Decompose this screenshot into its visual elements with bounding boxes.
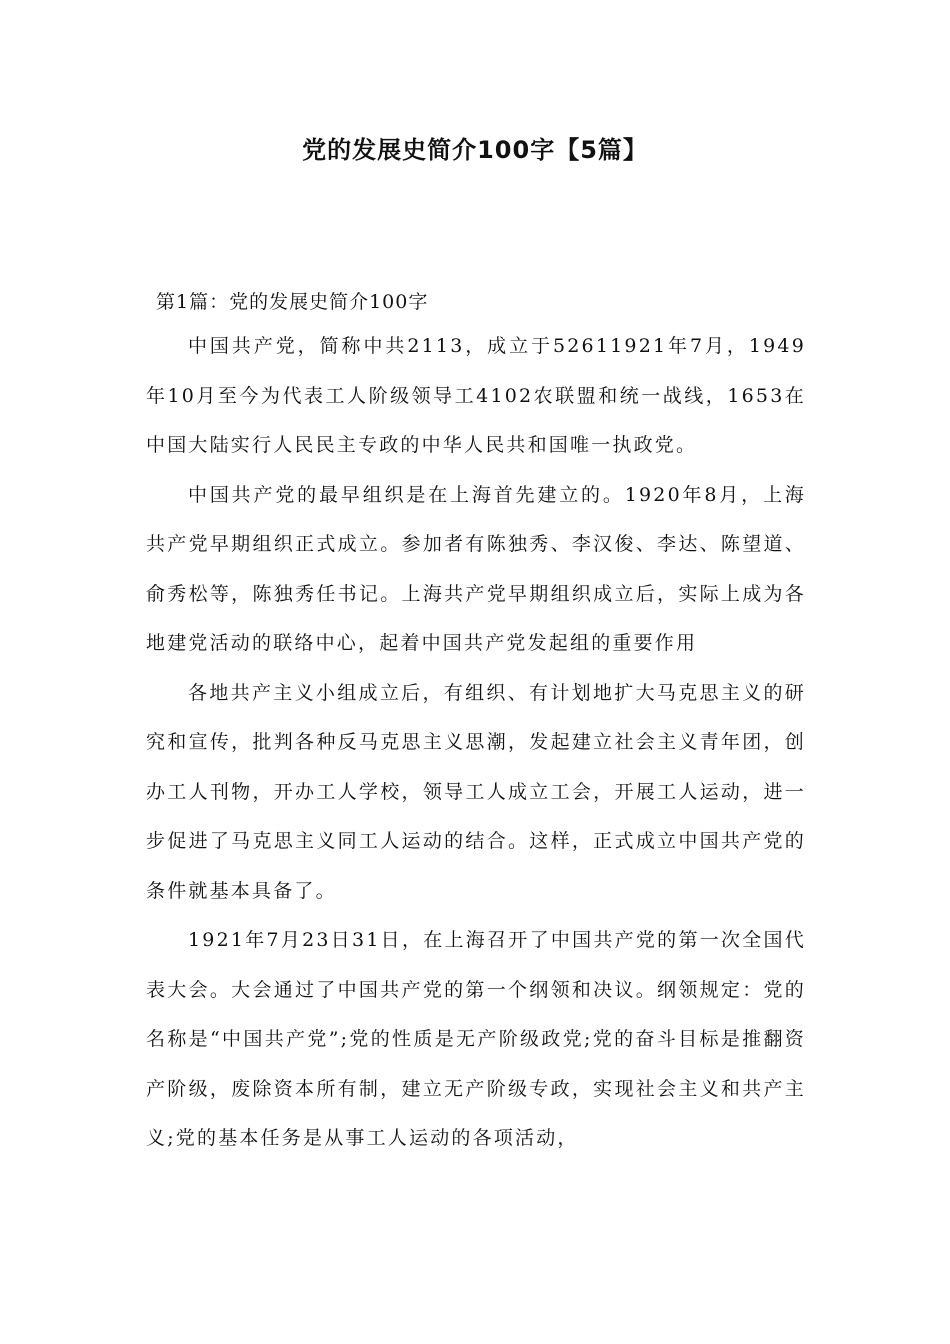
document-title: 党的发展史简介100字【5篇】 bbox=[302, 136, 648, 164]
paragraph-4: 1921年7月23日31日，在上海召开了中国共产党的第一次全国代表大会。大会通过了中国共产党的第一个纲领和决议。纲领规定：党的名称是“中国共产党”;党的性质是无产阶级政党;党的奋斗目标是推翻资产阶级，废除资本所有制，建立无产阶级专政，实现社会主义和共产主义;党的基本任务是从事工人运动的各项活动， bbox=[146, 929, 806, 1149]
section-heading: 第1篇：党的发展史简介100字 bbox=[156, 291, 429, 313]
document-body bbox=[146, 284, 806, 1164]
paragraph-2: 中国共产党的最早组织是在上海首先建立的。1920年8月，上海共产党早期组织正式成立。参加者有陈独秀、李汉俊、李达、陈望道、俞秀松等，陈独秀任书记。上海共产党早期组织成立后，实际上成为各地建党活动的联络中心，起着中国共产党发起组的重要作用 bbox=[146, 483, 806, 654]
paragraph-1: 中国共产党，简称中共2113，成立于52611921年7月，1949年10月至今为代表工人阶级领导工4102农联盟和统一战线，1653在中国大陆实行人民民主专政的中华人民共和国唯一执政党。 bbox=[146, 335, 806, 456]
paragraph-3: 各地共产主义小组成立后，有组织、有计划地扩大马克思主义的研究和宣传，批判各种反马克思主义思潮，发起建立社会主义青年团，创办工人刊物，开办工人学校，领导工人成立工会，开展工人运动，进一步促进了马克思主义同工人运动的结合。这样，正式成立中国共产党的条件就基本具备了。 bbox=[146, 681, 806, 902]
